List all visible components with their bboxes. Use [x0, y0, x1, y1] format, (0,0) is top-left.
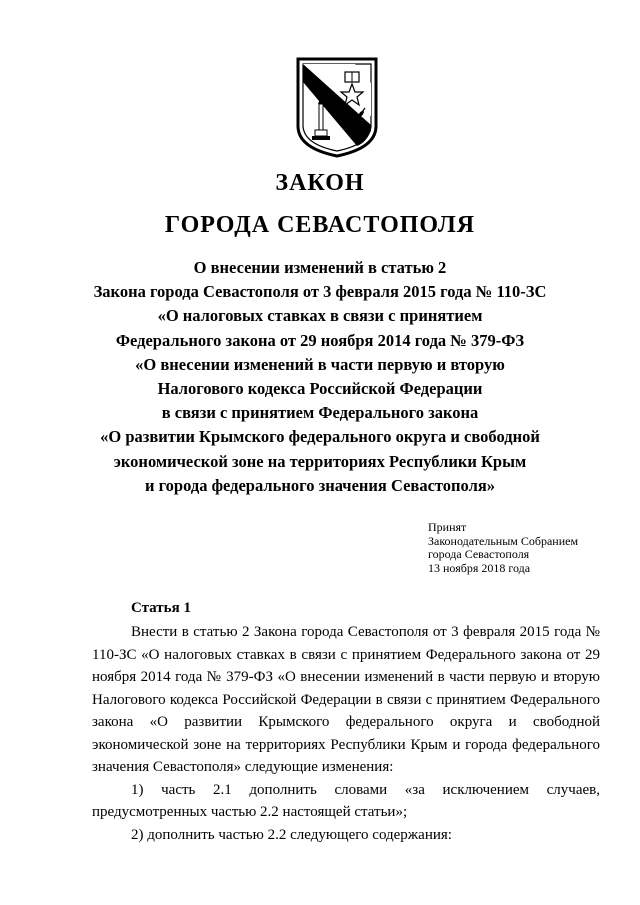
sevastopol-coat-of-arms-icon: [295, 56, 379, 158]
article-heading: Статья 1: [131, 600, 191, 616]
article-paragraph: 2) дополнить частью 2.2 следующего содержания:: [131, 826, 452, 843]
article-paragraph: Внести в статью 2 Закона города Севастополя от 3 февраля 2015 года № 110-ЗС «О налоговых ставках в связи с принятием Федерального закона от 29 ноября 2014 года № 379-ФЗ «О внесении изменений в части первую и вторую Налогового кодекса Российской Федерации в связи с принятием Федерального закона «О развитии Крымского федерального округа и свободной экономической зоне на территориях Республики Крым и города федерального значения Севастополя» следующие изменения:: [92, 624, 600, 775]
article-paragraph: 1) часть 2.1 дополнить словами «за исключением случаев, предусмотренных частью 2.2 настоящей статьи»;: [92, 781, 600, 820]
subject-line: О внесении изменений в статью 2: [193, 258, 447, 277]
subject-line: Федерального закона от 29 ноября 2014 года № 379-ФЗ: [115, 330, 525, 350]
subject-line: «О внесении изменений в части первую и вторую: [135, 354, 505, 374]
adoption-line: города Севастополя: [428, 547, 530, 561]
adoption-line: Законодательным Собранием: [428, 533, 579, 548]
city-title: ГОРОДА СЕВАСТОПОЛЯ: [164, 212, 476, 238]
subject-line: Налогового кодекса Российской Федерации: [157, 379, 483, 399]
document-type-title: ЗАКОН: [275, 170, 365, 196]
subject-line: и города федерального значения Севастополя»: [144, 475, 496, 495]
subject-line: «О налоговых ставках в связи с принятием: [157, 306, 483, 326]
subject-line: в связи с принятием Федерального закона: [161, 403, 479, 423]
law-subject: [0, 256, 640, 498]
adoption-line: Принят: [428, 520, 467, 534]
adoption-date: 13 ноября 2018 года: [428, 560, 531, 575]
subject-line: Закона города Севастополя от 3 февраля 2015 года № 110-ЗС: [93, 282, 547, 302]
article-body: [92, 621, 600, 846]
adoption-note: [428, 521, 578, 575]
subject-line: «О развитии Крымского федерального округа и свободной: [100, 427, 540, 447]
subject-line: экономической зоне на территориях Республики Крым: [113, 451, 527, 471]
